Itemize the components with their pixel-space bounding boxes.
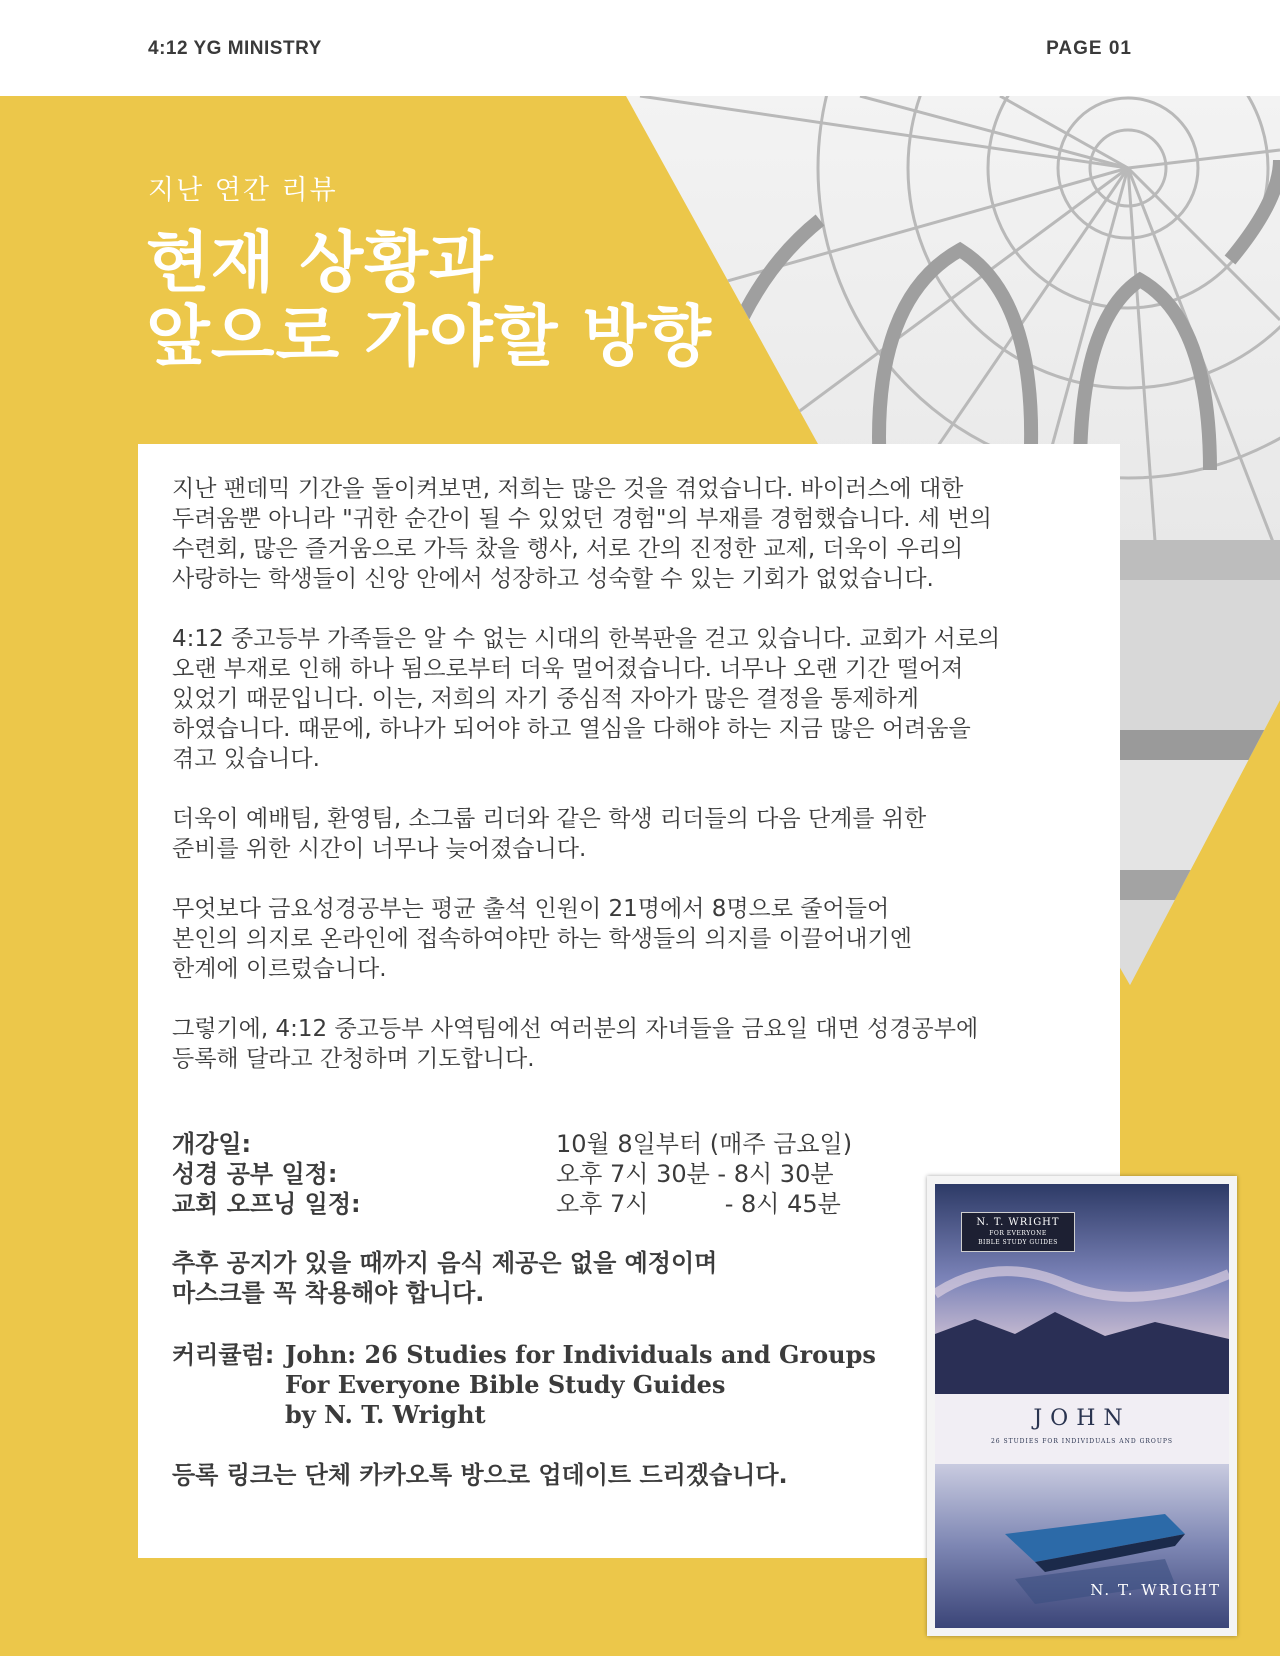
text-line: 그렇기에, 4:12 중고등부 사역팀에선 여러분의 자녀들을 금요일 대면 성경공부에 — [172, 1016, 979, 1042]
page-number: PAGE 01 — [1046, 38, 1132, 59]
curriculum-label: 커리큘럼: — [172, 1341, 275, 1369]
book-subtitle: 26 STUDIES FOR INDIVIDUALS AND GROUPS — [990, 1438, 1174, 1445]
notice-line: 추후 공지가 있을 때까지 음식 제공은 없을 예정이며 — [172, 1249, 718, 1277]
schedule-row — [172, 1129, 872, 1159]
paragraph — [172, 804, 1092, 864]
text-line: 사랑하는 학생들이 신앙 안에서 성장하고 성숙할 수 있는 기회가 없었습니다. — [172, 566, 934, 592]
text-line: 있었기 때문입니다. 이는, 저희의 자기 중심적 자아가 많은 결정을 통제하게 — [172, 686, 919, 712]
book-cover-image — [927, 1176, 1237, 1636]
paragraph — [172, 894, 1092, 984]
schedule-row — [172, 1159, 872, 1189]
schedule-label: 개강일: — [172, 1130, 252, 1158]
text-line: 더욱이 예배팀, 환영팀, 소그룹 리더와 같은 학생 리더들의 다음 단계를 위한 — [172, 806, 927, 832]
text-line: 무엇보다 금요성경공부는 평균 출석 인원이 21명에서 8명으로 줄어들어 — [172, 896, 890, 922]
body-paragraphs — [172, 474, 1092, 1104]
paragraph — [172, 624, 1092, 774]
curriculum-title — [285, 1340, 905, 1430]
schedule-value: 오후 7시 - 8시 45분 — [556, 1190, 841, 1218]
book-series-line: FOR EVERYONE — [989, 1230, 1047, 1237]
paragraph — [172, 1014, 1092, 1074]
curriculum-line: For Everyone Bible Study Guides — [285, 1370, 726, 1399]
title-line-1: 현재 상황과 — [146, 224, 494, 301]
section-eyebrow: 지난 연간 리뷰 — [148, 175, 338, 206]
mask-notice — [172, 1248, 932, 1308]
book-author: N. T. WRIGHT — [1090, 1581, 1221, 1599]
schedule-table — [172, 1129, 872, 1219]
text-line: 한계에 이르렀습니다. — [172, 956, 387, 982]
schedule-row — [172, 1189, 872, 1219]
schedule-label: 성경 공부 일정: — [172, 1160, 338, 1188]
text-line: 두려움뿐 아니라 "귀한 순간이 될 수 있었던 경험"의 부재를 경험했습니다. 세 번의 — [172, 506, 992, 532]
title-line-2: 앞으로 가야할 방향 — [146, 298, 713, 375]
text-line: 준비를 위한 시간이 너무나 늦어졌습니다. — [172, 836, 587, 862]
curriculum-line: by N. T. Wright — [285, 1400, 486, 1429]
schedule-value: 10월 8일부터 (매주 금요일) — [556, 1130, 853, 1158]
text-line: 등록해 달라고 간청하며 기도합니다. — [172, 1046, 535, 1072]
book-series-badge — [961, 1212, 1075, 1252]
book-series-line: N. T. WRIGHT — [976, 1217, 1060, 1228]
book-title: JOHN — [1033, 1406, 1131, 1431]
notice-line: 마스크를 꼭 착용해야 합니다. — [172, 1279, 485, 1307]
registration-note: 등록 링크는 단체 카카오톡 방으로 업데이트 드리겠습니다. — [172, 1461, 788, 1489]
page-title — [146, 226, 712, 374]
text-line: 겪고 있습니다. — [172, 746, 320, 772]
text-line: 지난 팬데믹 기간을 돌이켜보면, 저희는 많은 것을 겪었습니다. 바이러스에 대한 — [172, 476, 964, 502]
schedule-label: 교회 오프닝 일정: — [172, 1190, 361, 1218]
text-line: 4:12 중고등부 가족들은 알 수 없는 시대의 한복판을 걷고 있습니다. 교회가 서로의 — [172, 626, 1001, 652]
paragraph — [172, 474, 1092, 594]
text-line: 오랜 부재로 인해 하나 됨으로부터 더욱 멀어졌습니다. 너무나 오랜 기간 떨어져 — [172, 656, 964, 682]
curriculum-line: John: 26 Studies for Individuals and Groups — [285, 1340, 876, 1369]
text-line: 수련회, 많은 즐거움으로 가득 찼을 행사, 서로 간의 진정한 교제, 더욱이 우리의 — [172, 536, 964, 562]
text-line: 본인의 의지로 온라인에 접속하여야만 하는 학생들의 의지를 이끌어내기엔 — [172, 926, 912, 952]
top-bar — [0, 0, 1280, 96]
ministry-name: 4:12 YG MINISTRY — [148, 38, 322, 59]
schedule-value: 오후 7시 30분 - 8시 30분 — [556, 1160, 834, 1188]
book-series-line: BIBLE STUDY GUIDES — [978, 1239, 1058, 1246]
text-line: 하였습니다. 때문에, 하나가 되어야 하고 열심을 다해야 하는 지금 많은 어려움을 — [172, 716, 971, 742]
